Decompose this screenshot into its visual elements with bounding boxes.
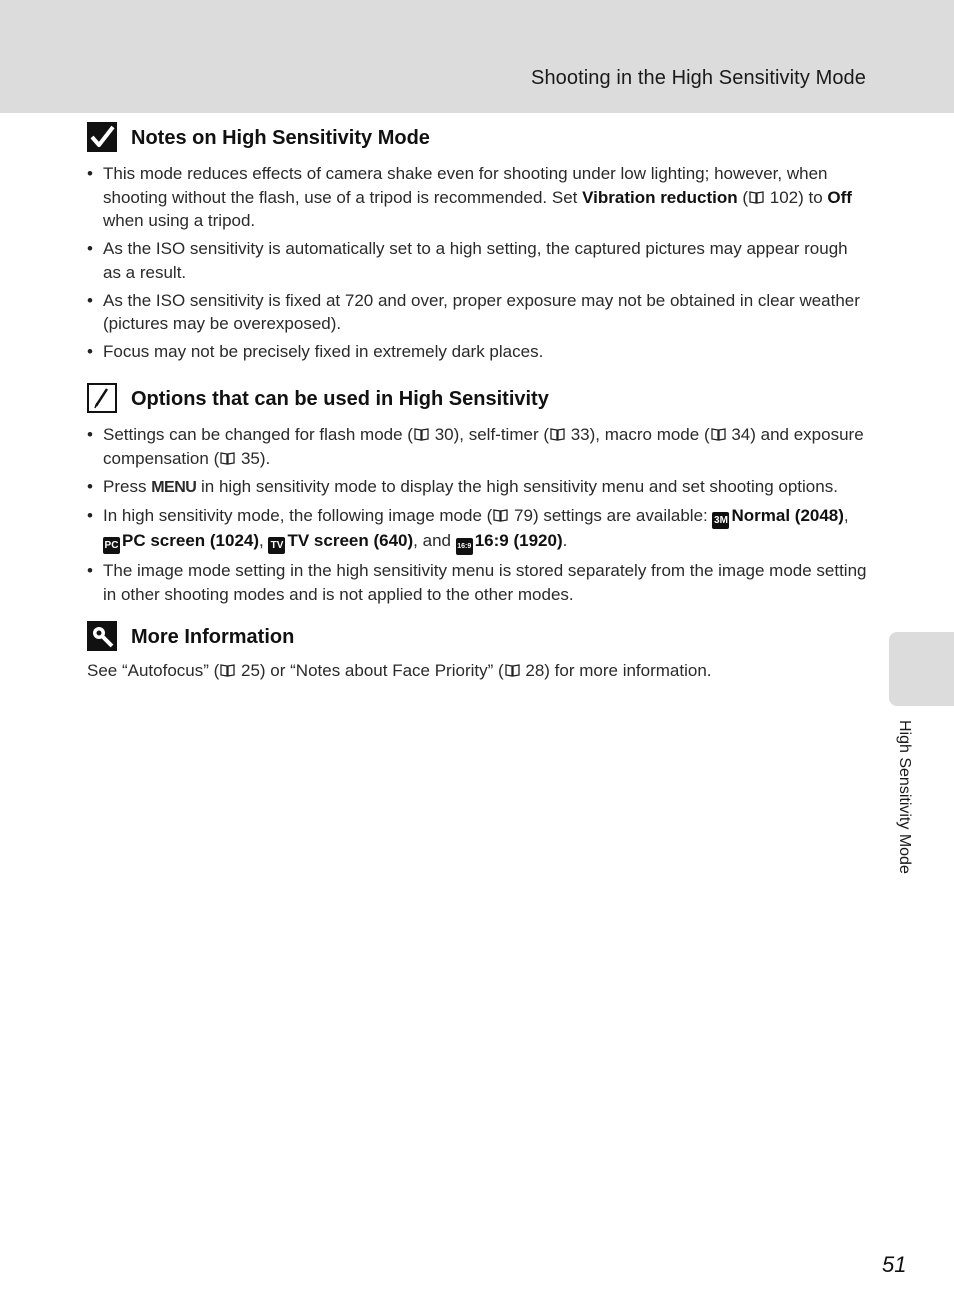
page-number: 51 bbox=[882, 1252, 907, 1277]
options-bullet-1: • Settings can be changed for flash mode ( 30), self-timer ( 33), macro mode ( 34) and exposure compensation ( 35). bbox=[87, 423, 867, 470]
book-icon bbox=[493, 509, 508, 522]
checkmark-icon bbox=[87, 122, 117, 152]
book-icon bbox=[749, 191, 764, 204]
menu-button-glyph: MENU bbox=[151, 478, 197, 496]
image-mode-normal-icon: 3M bbox=[712, 512, 729, 529]
notes-bullet-1: • This mode reduces effects of camera shake even for shooting under low lighting; however, when shooting without the flash, use of a tripod is recommended. Set Vibration reduction ( 102) to Off when using a tripod. bbox=[87, 162, 867, 233]
book-icon bbox=[220, 452, 235, 465]
notes-heading: Notes on High Sensitivity Mode bbox=[131, 127, 430, 149]
notes-section bbox=[87, 122, 867, 368]
magnifier-icon bbox=[87, 621, 117, 651]
more-info-section bbox=[87, 621, 867, 683]
side-section-label: High Sensitivity Mode bbox=[896, 720, 913, 874]
notes-bullet-2: • As the ISO sensitivity is automatically set to a high setting, the captured pictures may appear rough as a result. bbox=[87, 237, 867, 284]
page-header bbox=[0, 0, 954, 113]
header-title: Shooting in the High Sensitivity Mode bbox=[531, 67, 866, 89]
image-mode-tv-icon: TV bbox=[268, 537, 285, 554]
book-icon bbox=[505, 664, 520, 677]
notes-bullet-4: • Focus may not be precisely fixed in extremely dark places. bbox=[87, 340, 867, 364]
image-mode-pc-icon: PC bbox=[103, 537, 120, 554]
options-bullet-4: • The image mode setting in the high sensitivity menu is stored separately from the image mode setting in other shooting modes and is not applied to the other modes. bbox=[87, 559, 867, 606]
side-tab bbox=[889, 632, 954, 706]
image-mode-169-icon: 16:9 bbox=[456, 538, 473, 555]
notes-bullet-3: • As the ISO sensitivity is fixed at 720 and over, proper exposure may not be obtained in clear weather (pictures may be overexposed). bbox=[87, 289, 867, 336]
options-heading-row bbox=[87, 383, 867, 419]
book-icon bbox=[414, 428, 429, 441]
pencil-icon bbox=[87, 383, 117, 413]
more-info-text: See “Autofocus” ( 25) or “Notes about Face Priority” ( 28) for more information. bbox=[87, 661, 712, 680]
more-heading: More Information bbox=[131, 626, 295, 648]
notes-heading-row bbox=[87, 122, 867, 158]
book-icon bbox=[711, 428, 726, 441]
book-icon bbox=[550, 428, 565, 441]
options-heading: Options that can be used in High Sensitivity bbox=[131, 388, 549, 410]
book-icon bbox=[220, 664, 235, 677]
options-bullet-3: • In high sensitivity mode, the following image mode ( 79) settings are available: 3M Normal (2048), PC PC screen (1024), TV TV screen (640), and 16:9 16:9 (1920). bbox=[87, 504, 867, 555]
more-heading-row bbox=[87, 621, 867, 657]
options-bullet-2: • Press MENU in high sensitivity mode to display the high sensitivity menu and set shooting options. bbox=[87, 475, 867, 500]
options-section bbox=[87, 383, 867, 611]
